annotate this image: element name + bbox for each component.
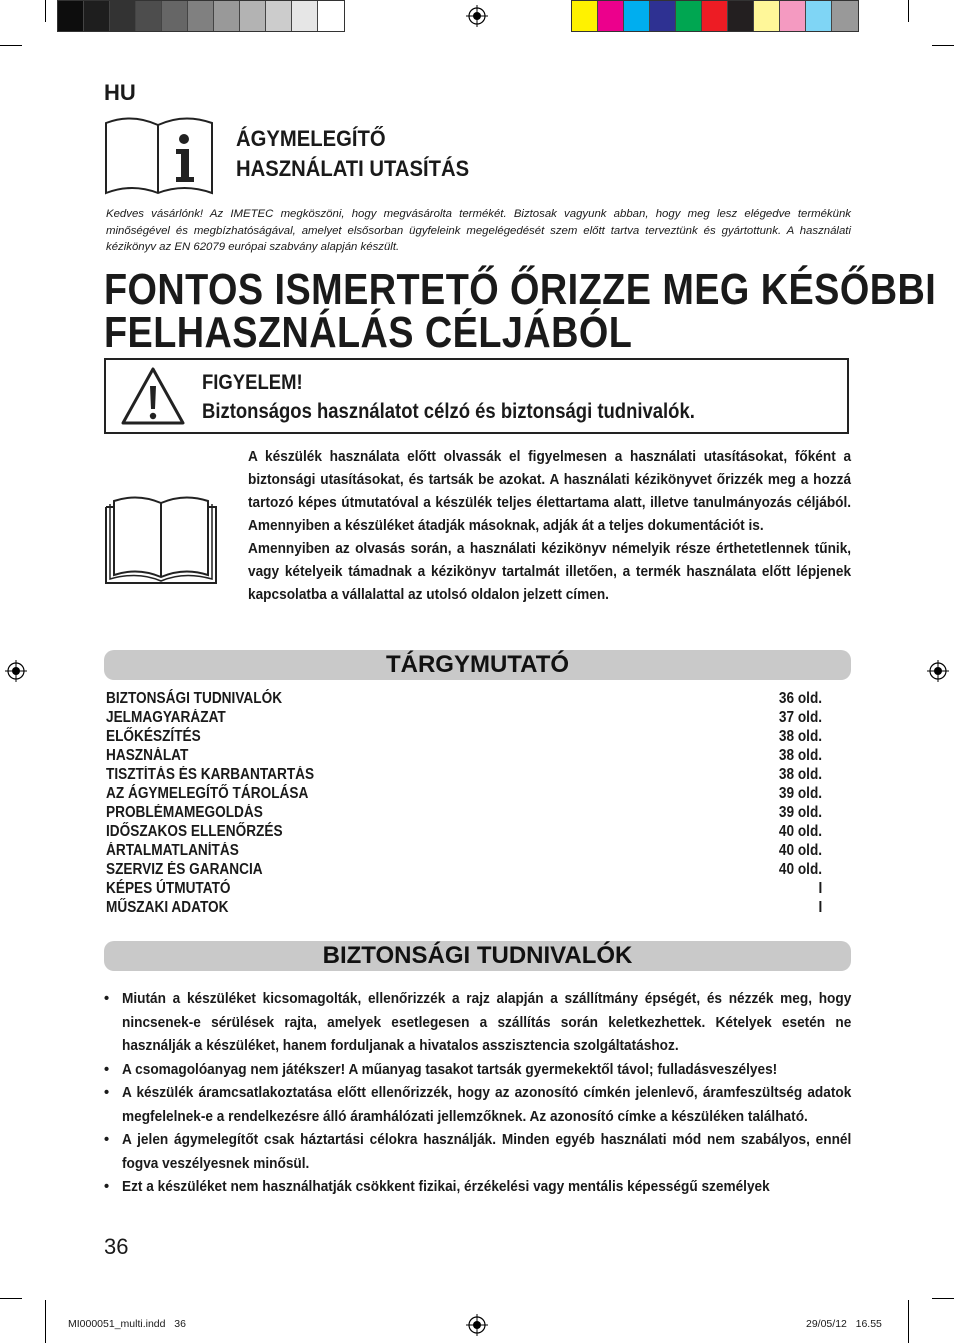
- toc-entry-page: 40 old.: [778, 823, 822, 840]
- registration-mark-icon: [927, 660, 949, 682]
- open-book-icon: [104, 495, 218, 585]
- toc-entry-label: TISZTÍTÁS ÉS KARBANTARTÁS: [106, 766, 315, 783]
- notice-paragraph: Amennyiben az olvasás során, a használati kézikönyv némelyik része érthetetlennek tűnik, vagy kételyeik támadnak a kézikönyv tartalmát illetően, a termék használata előtt lépjenek kapcsolatba a vállalattal az utolsó oldalon jelzett címen.: [248, 541, 852, 603]
- registration-mark-icon: [5, 660, 27, 682]
- product-name: ÁGYMELEGÍTŐ: [236, 126, 386, 151]
- color-swatch: [650, 1, 676, 31]
- toc-entry-page: 38 old.: [778, 766, 822, 783]
- gray-swatch: [136, 1, 162, 31]
- safety-list: [104, 988, 851, 1200]
- print-timestamp: 29/05/12 16.55: [806, 1318, 882, 1330]
- crop-mark: [908, 0, 909, 22]
- toc-row: [106, 746, 822, 765]
- color-swatch: [572, 1, 598, 31]
- crop-mark: [932, 45, 954, 46]
- toc-row: [106, 841, 822, 860]
- color-swatch: [702, 1, 728, 31]
- crop-mark: [45, 0, 46, 22]
- toc-row: [106, 803, 822, 822]
- warning-triangle-icon: [120, 366, 186, 426]
- main-heading-line-2: FELHASZNÁLÁS CÉLJÁBÓL: [104, 308, 633, 357]
- color-swatch: [780, 1, 806, 31]
- toc-entry-label: KÉPES ÚTMUTATÓ: [106, 880, 231, 897]
- language-code: HU: [104, 80, 136, 105]
- toc-entry-page: 40 old.: [778, 861, 822, 878]
- toc-row: [106, 879, 822, 898]
- bullet-icon: •: [104, 1132, 110, 1148]
- toc-entry-label: AZ ÁGYMELEGÍTŐ TÁROLÁSA: [106, 785, 309, 802]
- safety-list-item: [104, 1129, 851, 1176]
- safety-item-text: A jelen ágymelegítőt csak háztartási célokra használják. Minden egyéb használati mód nem szabályos, ennél fogva veszélyesnek minősül.: [122, 1132, 852, 1172]
- grayscale-color-bar: [57, 0, 345, 32]
- registration-mark-icon: [466, 1314, 488, 1336]
- color-swatch: [598, 1, 624, 31]
- toc-entry-page: I: [818, 899, 822, 916]
- safety-list-item: [104, 1059, 851, 1083]
- notice-text: [248, 446, 851, 607]
- gray-swatch: [162, 1, 188, 31]
- gray-swatch: [292, 1, 318, 31]
- toc-heading: TÁRGYMUTATÓ: [104, 650, 851, 680]
- color-swatch: [624, 1, 650, 31]
- toc-entry-label: ELŐKÉSZÍTÉS: [106, 728, 201, 745]
- safety-item-text: A készülék áramcsatlakoztatása előtt ellenőrizzék, hogy az azonosító címkén jelenlevő, áramfeszültség adatok megfelelnek-e a rendelkezésre álló áramhálózati jellemzőknek. Az azonosító címke a készüléken található.: [122, 1085, 852, 1125]
- bullet-icon: •: [104, 1061, 110, 1078]
- toc-entry-page: I: [818, 880, 822, 897]
- gray-swatch: [214, 1, 240, 31]
- gray-swatch: [188, 1, 214, 31]
- toc-entry-label: SZERVIZ ÉS GARANCIA: [106, 861, 263, 878]
- toc-row: [106, 784, 822, 803]
- gray-swatch: [58, 1, 84, 31]
- toc-entry-label: BIZTONSÁGI TUDNIVALÓK: [106, 690, 283, 707]
- toc-entry-page: 38 old.: [778, 747, 822, 764]
- color-swatch: [676, 1, 702, 31]
- safety-list-item: [104, 1082, 851, 1129]
- gray-swatch: [110, 1, 136, 31]
- toc-entry-label: PROBLÉMAMEGOLDÁS: [106, 804, 263, 821]
- table-of-contents: [106, 689, 822, 917]
- registration-mark-icon: [466, 5, 488, 27]
- toc-entry-page: 37 old.: [778, 709, 822, 726]
- toc-row: [106, 860, 822, 879]
- toc-row: [106, 689, 822, 708]
- info-book-icon: [104, 115, 214, 195]
- warning-title: FIGYELEM!: [202, 371, 303, 394]
- bullet-icon: •: [104, 1179, 110, 1195]
- page-number: 36: [104, 1234, 129, 1259]
- toc-entry-page: 40 old.: [778, 842, 822, 859]
- warning-subtitle: Biztonságos használatot célzó és biztonsági tudnivalók.: [202, 400, 695, 423]
- toc-entry-page: 39 old.: [778, 804, 822, 821]
- toc-row: [106, 708, 822, 727]
- gray-swatch: [318, 1, 344, 31]
- safety-item-text: Miután a készüléket kicsomagolták, ellenőrizzék a rajz alapján a szállítmány épségét, és nézzék meg, hogy nincsenek-e sérülések rajta, amelyek esetlegesen a szállítás során keletkezhettek. Kételyek esetén ne használják a készüléket, hanem forduljanak a hivatalos asszisztencia szolgáltatáshoz.: [122, 991, 852, 1054]
- notice-paragraph: A készülék használata előtt olvassák el figyelmesen a használati utasításokat, főként a biztonsági utasításokat, és tartsák be azokat. A használati kézikönyvet őrizzék meg a hozzá tartozó képes útmutatóval a készülék teljes élettartama alatt, illetve tanulmányozás céljából. Amennyiben a készüléket átadják másoknak, adják át a teljes dokumentációt is.: [248, 449, 852, 534]
- document-title: [236, 124, 469, 184]
- main-heading-line-1: FONTOS ISMERTETŐ ŐRIZZE MEG KÉSŐBBI: [104, 265, 937, 314]
- safety-list-item: [104, 988, 851, 1059]
- toc-entry-page: 39 old.: [778, 785, 822, 802]
- color-swatch: [728, 1, 754, 31]
- process-color-bar: [571, 0, 859, 32]
- color-swatch: [754, 1, 780, 31]
- crop-mark: [908, 1300, 909, 1343]
- toc-row: [106, 898, 822, 917]
- color-swatch: [832, 1, 858, 31]
- crop-mark: [45, 1300, 46, 1343]
- safety-heading: BIZTONSÁGI TUDNIVALÓK: [104, 941, 851, 971]
- document-subtitle: HASZNÁLATI UTASÍTÁS: [236, 156, 470, 181]
- gray-swatch: [84, 1, 110, 31]
- main-heading: [104, 265, 937, 357]
- crop-mark: [0, 45, 22, 46]
- safety-list-item: [104, 1176, 851, 1200]
- intro-text: Kedves vásárlónk! Az IMETEC megköszöni, hogy megvásárolta termékét. Biztosak vagyunk abban, hogy meg lesz elégedve termékünk minőségével és megbízhatóságával, amelyet elsősorban ügyfeleink megelégedését szem előtt tartva terveztünk és gyártottunk. A használati kézikönyv az EN 62079 európai szabvány alapján készült.: [106, 208, 851, 253]
- toc-entry-label: JELMAGYARÁZAT: [106, 709, 226, 726]
- crop-mark: [0, 1298, 22, 1299]
- color-swatch: [806, 1, 832, 31]
- toc-row: [106, 727, 822, 746]
- toc-entry-label: IDŐSZAKOS ELLENŐRZÉS: [106, 823, 283, 840]
- toc-entry-page: 36 old.: [778, 690, 822, 707]
- gray-swatch: [266, 1, 292, 31]
- safety-item-text: A csomagolóanyag nem játékszer! A műanyag tasakot tartsák gyermekektől távol; fulladásveszélyes!: [122, 1061, 778, 1078]
- toc-entry-label: ÁRTALMATLANÍTÁS: [106, 842, 239, 859]
- toc-entry-label: MŰSZAKI ADATOK: [106, 899, 229, 916]
- bullet-icon: •: [104, 1085, 110, 1101]
- toc-row: [106, 765, 822, 784]
- safety-item-text: Ezt a készüléket nem használhatják csökkent fizikai, érzékelési vagy mentális képességű személyek: [122, 1179, 770, 1195]
- toc-row: [106, 822, 822, 841]
- toc-entry-page: 38 old.: [778, 728, 822, 745]
- print-file-info: MI000051_multi.indd 36: [68, 1318, 186, 1330]
- gray-swatch: [240, 1, 266, 31]
- toc-entry-label: HASZNÁLAT: [106, 747, 189, 764]
- bullet-icon: •: [104, 991, 110, 1007]
- crop-mark: [932, 1298, 954, 1299]
